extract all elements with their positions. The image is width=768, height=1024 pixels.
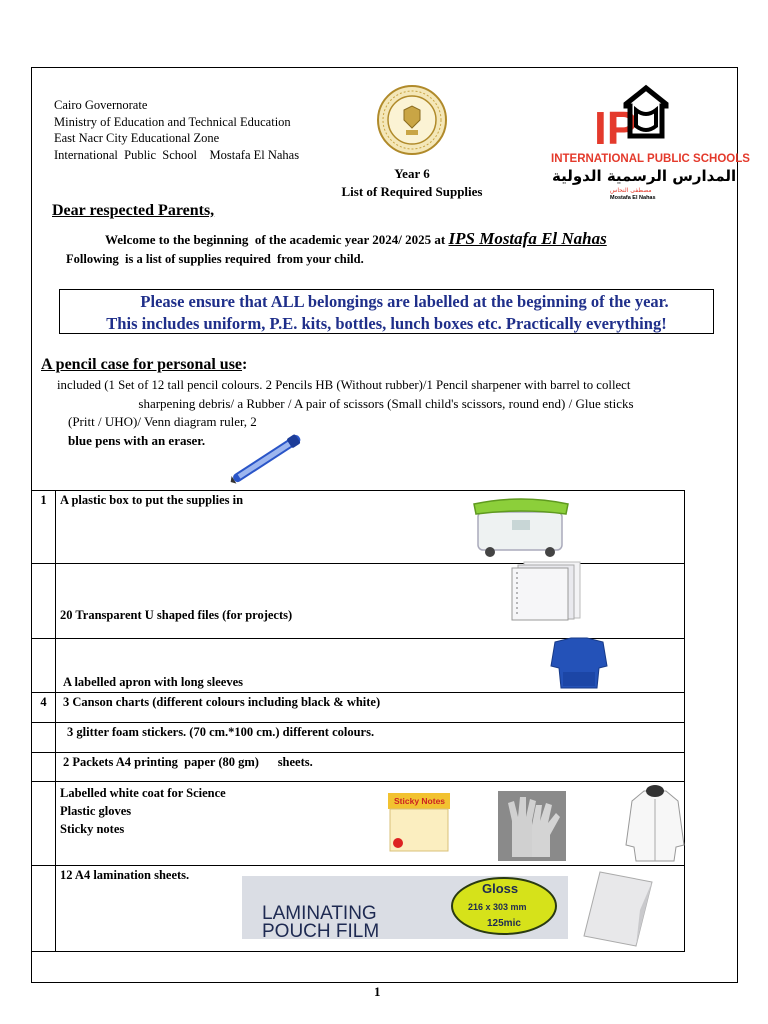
- gloss-label: Gloss: [482, 881, 519, 896]
- gloss-size: 216 x 303 mm: [468, 902, 527, 912]
- sticky-notes-label: Sticky Notes: [394, 796, 446, 806]
- pencil-case-line-1: included (1 Set of 12 tall pencil colours. 2 Pencils HB (Without rubber)/1 Pencil sharpener with barrel to collect: [57, 378, 631, 392]
- table-row: [32, 564, 685, 639]
- table-row: [32, 753, 685, 782]
- table-row: [32, 491, 685, 564]
- pencil-case-line-2: sharpening debris/ a Rubber / A pair of scissors (Small child's scissors, round end) / Glue sticks: [138, 395, 634, 411]
- welcome-text: Welcome to the beginning of the academic year 2024/ 2025 at: [105, 232, 449, 247]
- item-text: Labelled white coat for Science: [60, 786, 226, 800]
- item-cell: [56, 564, 685, 639]
- pencil-case-colon: :: [242, 356, 248, 373]
- notice-line-1: Please ensure that ALL belongings are labelled at the beginning of the year.: [140, 292, 669, 311]
- plastic-gloves-icon: [498, 791, 566, 861]
- table-row: [32, 723, 685, 753]
- item-cell: [56, 782, 685, 866]
- educational-zone: East Nacr City Educational Zone: [54, 131, 220, 145]
- ministry-seal-icon: [376, 84, 448, 156]
- greeting: Dear respected Parents,: [52, 202, 215, 219]
- transparent-files-icon: [510, 560, 584, 622]
- laminating-text-2: POUCH FILM: [262, 921, 380, 942]
- item-text: A plastic box to put the supplies in: [60, 493, 244, 507]
- table-row: [32, 782, 685, 866]
- welcome-line: [105, 229, 607, 249]
- year-label: Year 6: [394, 166, 430, 181]
- logo-sub-ar: مصطفى النحاس: [610, 187, 652, 194]
- blue-pen-icon: [224, 428, 310, 490]
- labelling-notice: [59, 289, 714, 334]
- pencil-case-title: A pencil case for personal use: [41, 356, 243, 373]
- ministry: Ministry of Education and Technical Education: [54, 114, 291, 129]
- item-number: [32, 723, 56, 753]
- logo-sub-en: Mostafa El Nahas: [610, 195, 656, 201]
- title-block: [326, 165, 498, 201]
- apron-icon: [551, 636, 607, 688]
- lamination-sheet-icon: [582, 870, 654, 948]
- item-cell: [56, 753, 685, 782]
- item-text: 3 glitter foam stickers. (70 cm.*100 cm.) different colours.: [67, 725, 375, 739]
- notice-line-2: This includes uniform, P.E. kits, bottles, lunch boxes etc. Practically everything!: [106, 314, 667, 333]
- governorate: Cairo Governorate: [54, 98, 148, 112]
- following-line: Following is a list of supplies required from your child.: [66, 252, 364, 266]
- item-text: 2 Packets A4 printing paper (80 gm) sheets.: [63, 755, 313, 769]
- item-text: Plastic gloves: [60, 804, 132, 818]
- item-number: [32, 639, 56, 693]
- ministry-header: [54, 97, 299, 163]
- pencil-case-line-4: blue pens with an eraser.: [68, 432, 206, 448]
- item-text: Sticky notes: [60, 822, 125, 836]
- ips-logo: [550, 82, 750, 202]
- item-cell: [56, 693, 685, 723]
- item-text: 12 A4 lamination sheets.: [60, 868, 190, 882]
- school-line: International Public School Mostafa El Nahas: [54, 147, 300, 162]
- item-cell: [56, 491, 685, 564]
- school-name: IPS Mostafa El Nahas: [448, 229, 607, 248]
- logo-text-en: INTERNATIONAL PUBLIC SCHOOLS: [551, 153, 750, 165]
- item-number: [32, 564, 56, 639]
- logo-text-ar: المدارس الرسمية الدولية: [552, 167, 737, 185]
- item-number: [32, 753, 56, 782]
- list-title: List of Required Supplies: [341, 184, 483, 199]
- item-text: 3 Canson charts (different colours including black & white): [63, 695, 381, 709]
- pencil-case-contents: [41, 376, 731, 450]
- gloss-mic: 125mic: [487, 918, 521, 929]
- white-coat-icon: [626, 785, 684, 863]
- pencil-case-heading: [41, 356, 247, 374]
- laminating-text-1: LAMINATING: [262, 903, 377, 924]
- pencil-case-line-3: (Pritt / UHO)/ Venn diagram ruler, 2: [68, 414, 257, 429]
- plastic-box-icon: [472, 494, 570, 558]
- laminating-pouch-film-icon: [242, 876, 568, 942]
- item-text: 20 Transparent U shaped files (for projects): [60, 607, 293, 622]
- item-cell: [56, 723, 685, 753]
- table-row: [32, 693, 685, 723]
- item-text: A labelled apron with long sleeves: [63, 675, 243, 689]
- logo-mark: IP: [594, 102, 638, 154]
- item-number: [32, 782, 56, 866]
- item-number: 1: [32, 491, 56, 564]
- item-number: 4: [32, 693, 56, 723]
- item-number: [32, 866, 56, 952]
- sticky-notes-icon: [388, 793, 450, 853]
- page-number: 1: [374, 984, 381, 999]
